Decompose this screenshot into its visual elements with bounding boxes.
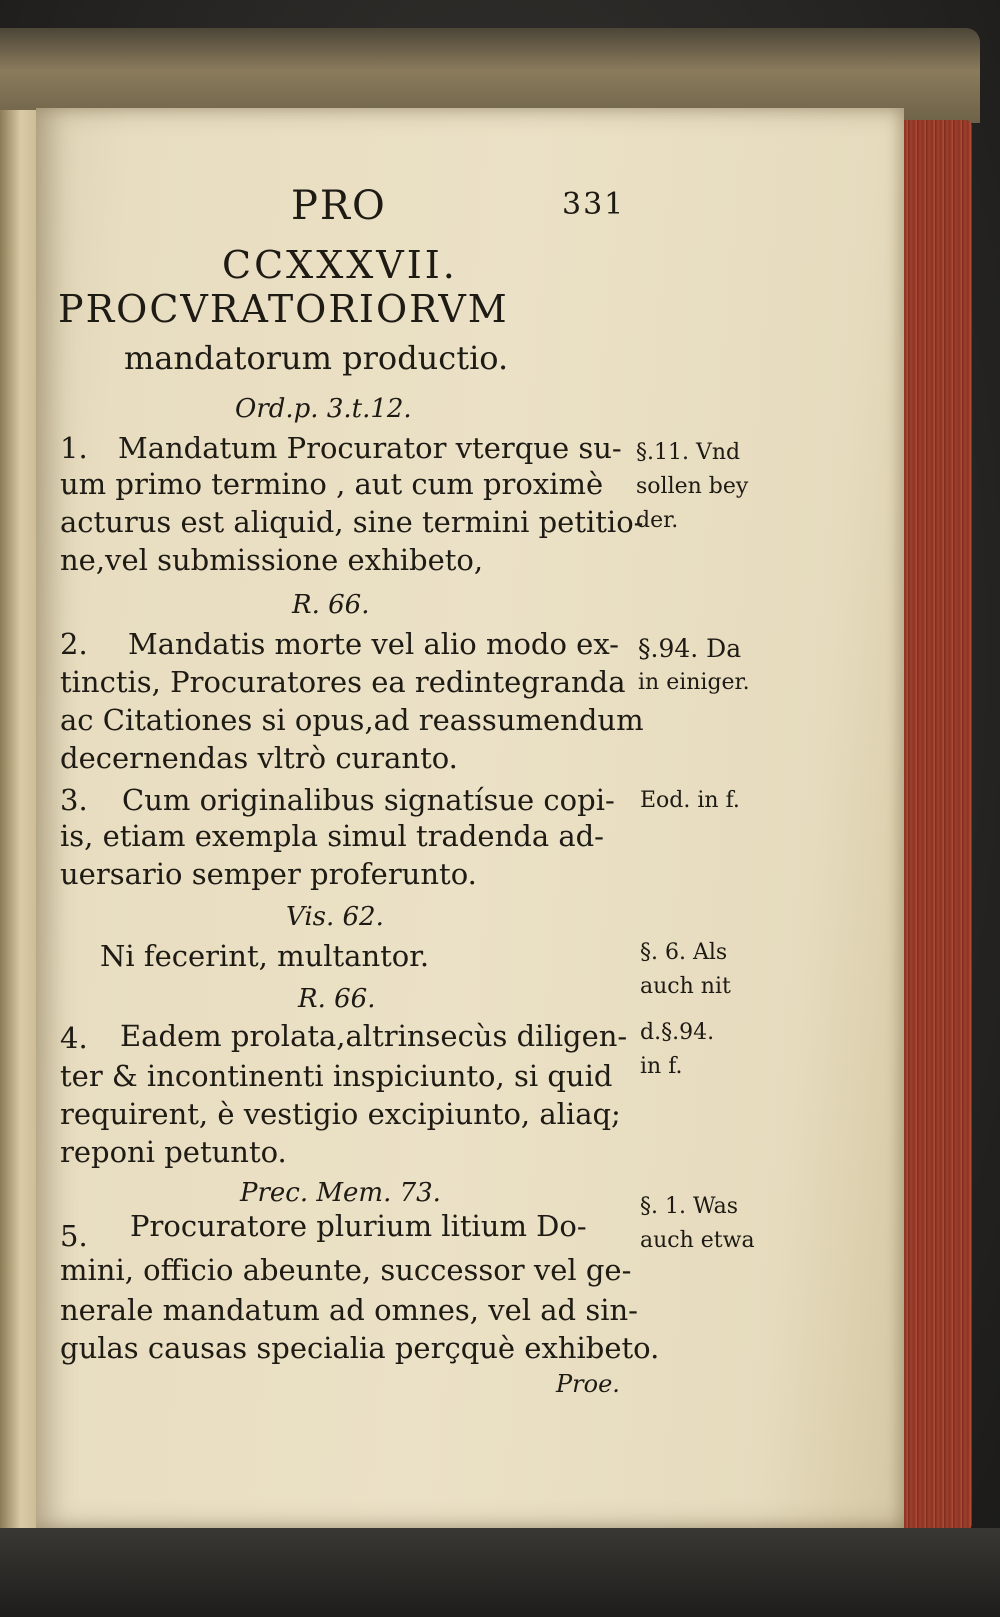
chapter-title: PROCVRATORIORVM: [58, 287, 509, 331]
margin-note: sollen bey: [636, 474, 749, 499]
paragraph-number: 1.: [60, 431, 88, 465]
catchword: Proe.: [556, 1370, 620, 1398]
source-reference: Ord.p. 3.t.12.: [235, 394, 412, 424]
margin-note: der.: [636, 508, 679, 533]
paragraph-reference: R. 66.: [292, 590, 370, 620]
margin-note: in einiger.: [638, 670, 750, 695]
paragraph-number: 5.: [60, 1219, 88, 1253]
paragraph-line: mini, officio abeunte, successor vel ge-: [60, 1253, 632, 1287]
paragraph-line: Eadem prolata,altrinsecùs diligen-: [120, 1019, 628, 1053]
margin-note: auch etwa: [640, 1228, 755, 1253]
paragraph-line: is, etiam exempla simul tradenda ad-: [60, 819, 604, 853]
paragraph-line: Cum originalibus signatísue copi-: [122, 783, 615, 817]
paragraph-line: Ni fecerint, multantor.: [100, 939, 430, 973]
paragraph-line: Procuratore plurium litium Do-: [130, 1209, 587, 1243]
margin-note: Eod. in f.: [640, 788, 740, 813]
paragraph-line: acturus est aliquid, sine termini petitio-: [60, 505, 644, 539]
paragraph-line: ac Citationes si opus,ad reassumendum: [60, 703, 644, 737]
paragraph-line: gulas causas specialia perçquè exhibeto.: [60, 1331, 660, 1365]
paragraph-line: uersario semper proferunto.: [60, 857, 477, 891]
margin-note: d.§.94.: [640, 1020, 715, 1045]
chapter-number: CCXXXVII.: [222, 243, 458, 287]
paragraph-line: reponi petunto.: [60, 1135, 287, 1169]
paragraph-reference: R. 66.: [298, 984, 376, 1014]
paragraph-line: Mandatis morte vel alio modo ex-: [128, 627, 619, 661]
paragraph-line: ne,vel submissione exhibeto,: [60, 543, 484, 577]
margin-note: §.94. Da: [638, 634, 742, 663]
paragraph-line: Mandatum Procurator vterque su-: [118, 431, 622, 465]
margin-note: auch nit: [640, 974, 731, 999]
running-head: PRO: [291, 183, 387, 229]
paragraph-number: 3.: [60, 783, 88, 817]
bottom-surface: [0, 1528, 1000, 1617]
margin-note: §. 1. Was: [640, 1194, 739, 1219]
paragraph-line: tinctis, Procuratores ea redintegranda: [60, 665, 626, 699]
page-number: 331: [562, 187, 626, 222]
margin-note: in f.: [640, 1054, 683, 1079]
paragraph-line: ter & incontinenti inspiciunto, si quid: [60, 1059, 613, 1093]
chapter-subtitle: mandatorum productio.: [124, 339, 509, 377]
paragraph-reference: Vis. 62.: [286, 902, 384, 932]
paragraph-number: 2.: [60, 627, 88, 661]
paragraph-line: nerale mandatum ad omnes, vel ad sin-: [60, 1293, 638, 1327]
paragraph-line: um primo termino , aut cum proximè: [60, 467, 604, 501]
paragraph-number: 4.: [60, 1021, 88, 1055]
paragraph-reference: Prec. Mem. 73.: [240, 1178, 441, 1208]
margin-note: §. 6. Als: [640, 940, 728, 965]
margin-note: §.11. Vnd: [636, 440, 741, 465]
paragraph-line: decernendas vltrò curanto.: [60, 741, 458, 775]
paragraph-line: requirent, è vestigio excipiunto, aliaq;: [60, 1097, 621, 1131]
